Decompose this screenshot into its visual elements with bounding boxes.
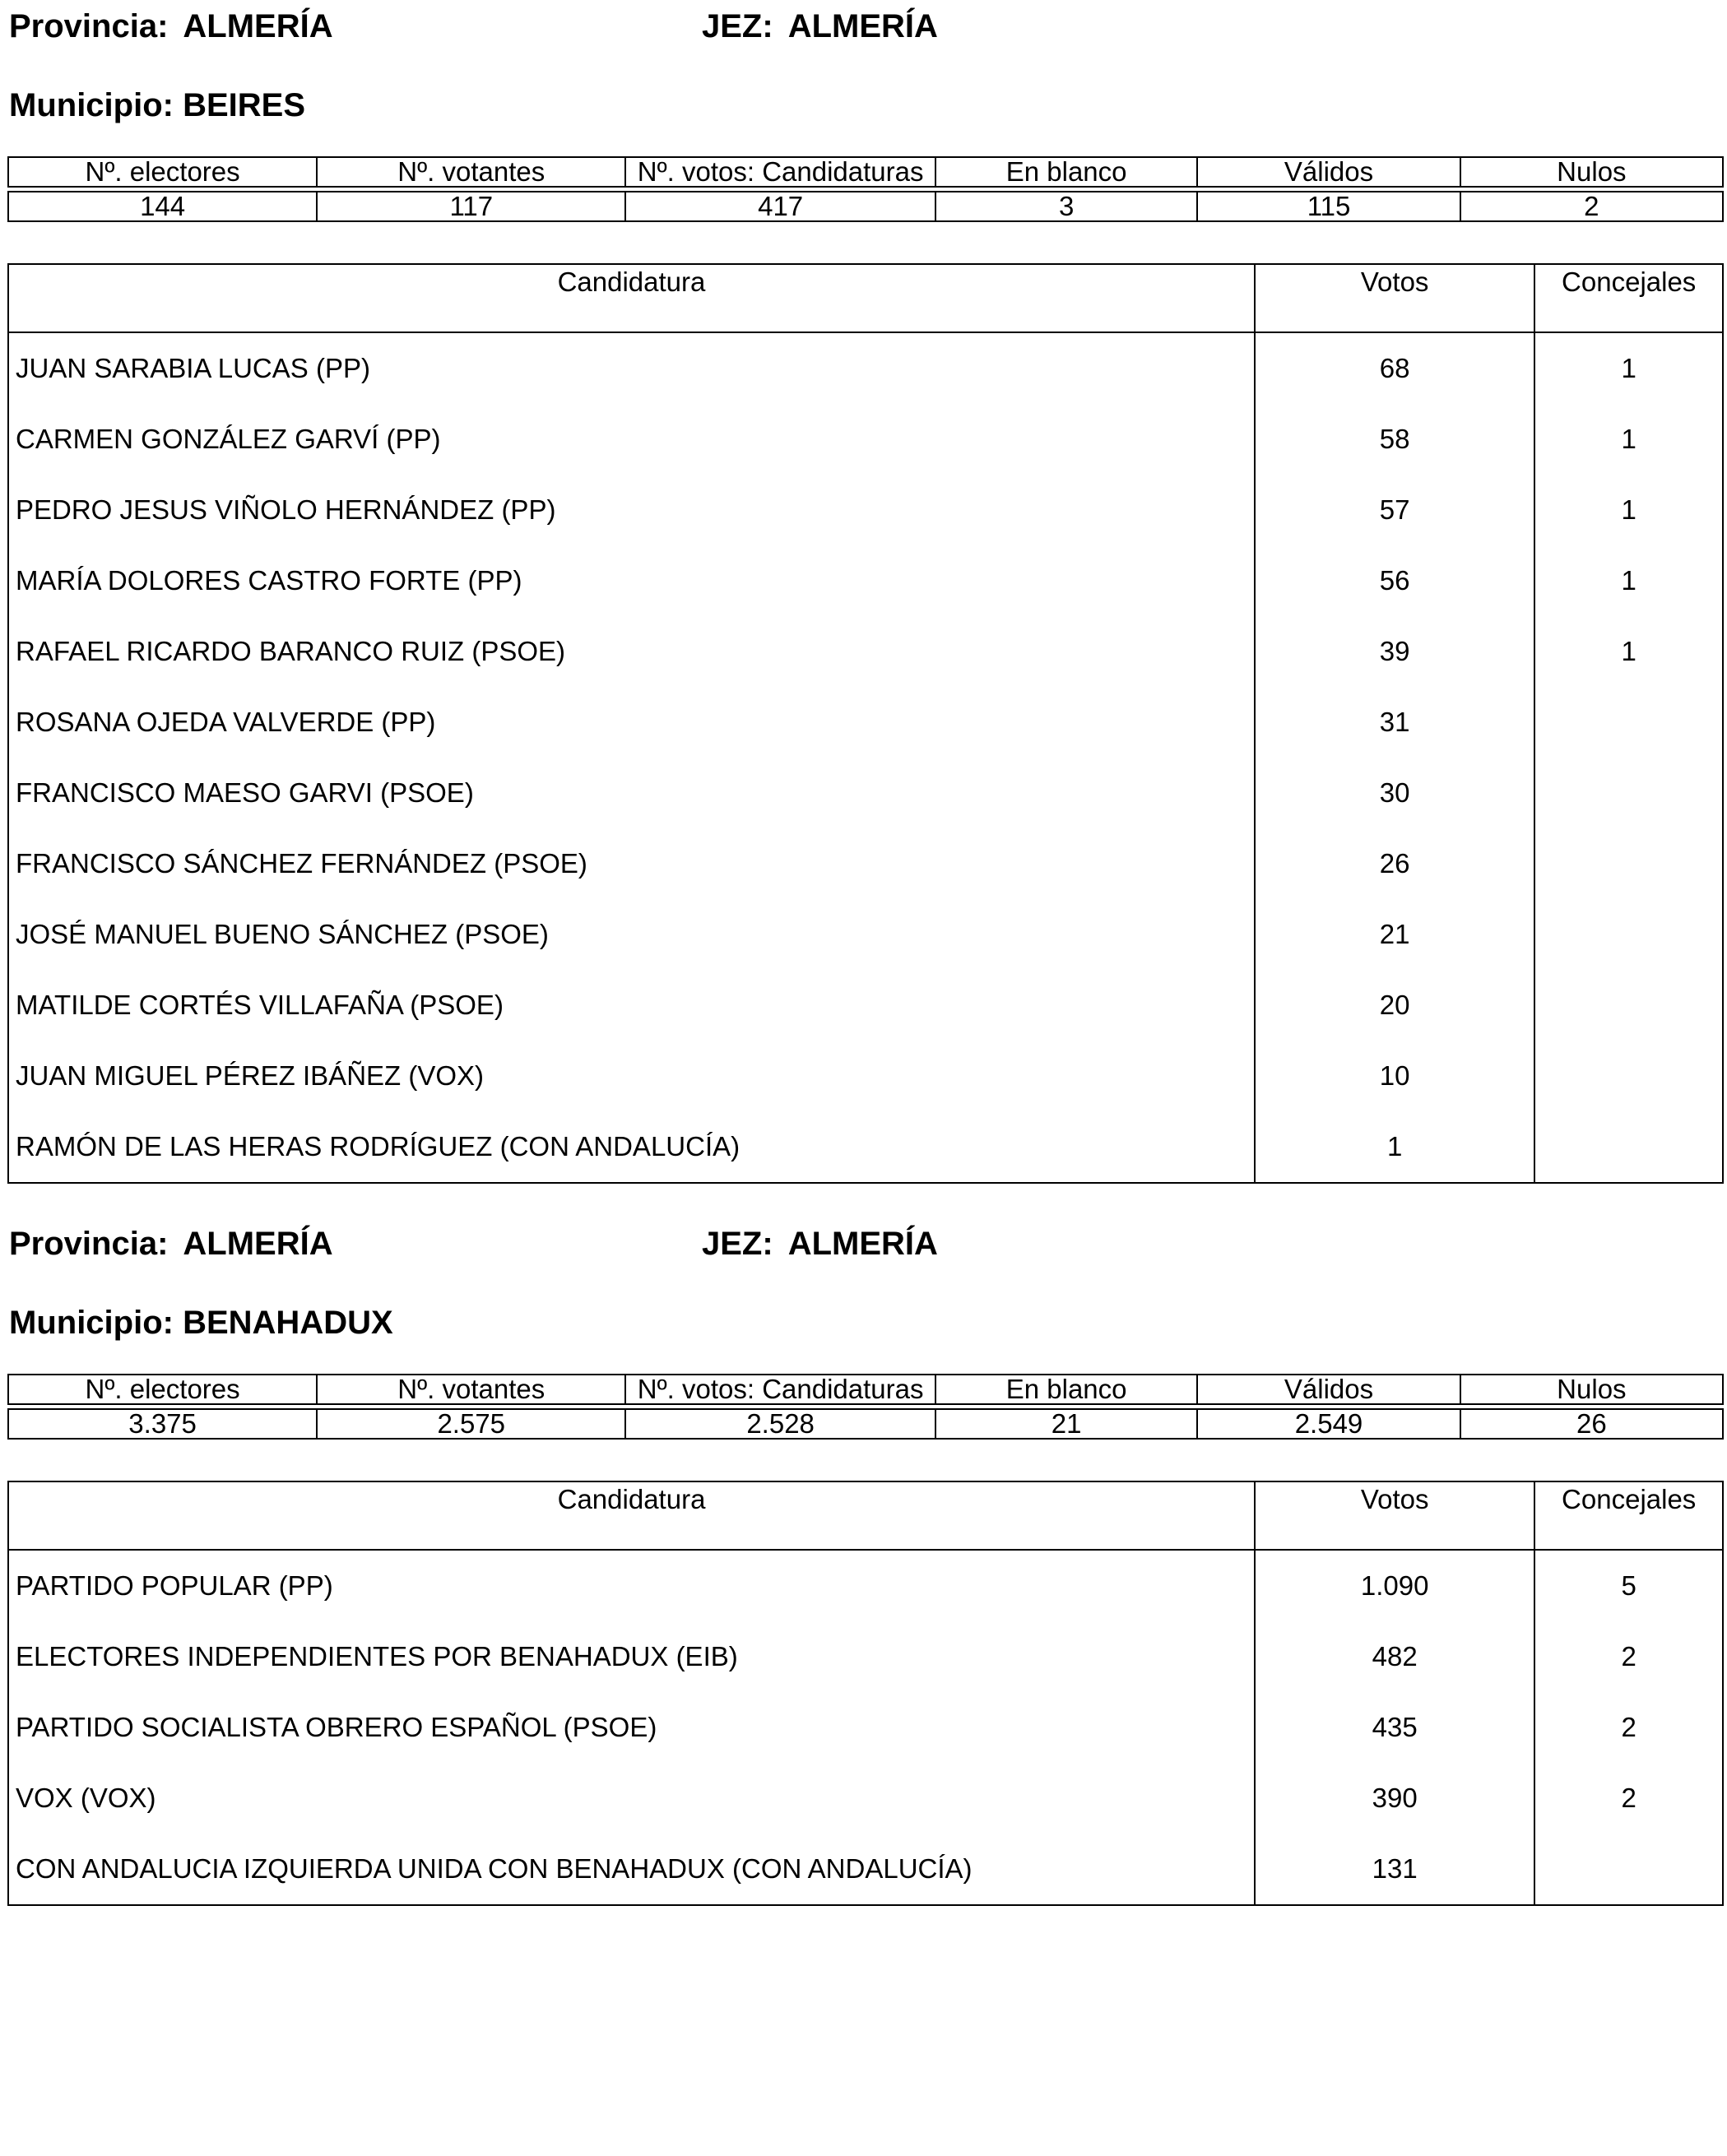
stats-header-row xyxy=(8,1375,1723,1404)
candidate-concejales xyxy=(1534,899,1723,970)
stats-value-validos: 115 xyxy=(1197,192,1460,221)
candidate-row xyxy=(8,1834,1723,1905)
stats-header-cell: Válidos xyxy=(1197,157,1460,187)
municipio-value: BENAHADUX xyxy=(183,1305,393,1341)
candidate-concejales xyxy=(1534,687,1723,758)
candidate-row xyxy=(8,828,1723,899)
candidates-header-row xyxy=(8,264,1723,332)
stats-value-blanco: 21 xyxy=(935,1409,1197,1439)
candidate-votos: 482 xyxy=(1255,1621,1534,1692)
candidate-name: JUAN SARABIA LUCAS (PP) xyxy=(8,332,1255,404)
candidate-votos: 1.090 xyxy=(1255,1550,1534,1621)
candidate-row xyxy=(8,545,1723,616)
candidate-concejales: 2 xyxy=(1534,1763,1723,1834)
candidate-votos: 30 xyxy=(1255,758,1534,828)
stats-header-cell: Nº. votantes xyxy=(317,1375,625,1404)
candidate-row xyxy=(8,332,1723,404)
provincia-value: ALMERÍA xyxy=(183,1226,333,1262)
provincia-heading xyxy=(9,1224,333,1263)
candidate-row xyxy=(8,970,1723,1041)
jez-value: ALMERÍA xyxy=(787,8,938,44)
stats-header-cell: Nulos xyxy=(1460,157,1723,187)
stats-header-cell: Nº. votos: Candidaturas xyxy=(625,1375,935,1404)
candidate-name: ROSANA OJEDA VALVERDE (PP) xyxy=(8,687,1255,758)
municipio-heading xyxy=(9,1303,393,1342)
stats-value-nulos: 26 xyxy=(1460,1409,1723,1439)
candidate-name: FRANCISCO MAESO GARVI (PSOE) xyxy=(8,758,1255,828)
candidate-row xyxy=(8,899,1723,970)
stats-header-cell: Nº. electores xyxy=(8,157,317,187)
municipio-label: Municipio: xyxy=(9,87,174,123)
candidate-concejales xyxy=(1534,1111,1723,1183)
candidate-concejales: 2 xyxy=(1534,1621,1723,1692)
candidate-name: RAMÓN DE LAS HERAS RODRÍGUEZ (CON ANDALUCÍA) xyxy=(8,1111,1255,1183)
stats-value-electores: 3.375 xyxy=(8,1409,317,1439)
candidates-table xyxy=(7,263,1724,1184)
stats-value-row xyxy=(8,1409,1723,1439)
candidate-votos: 68 xyxy=(1255,332,1534,404)
candidatura-header: Candidatura xyxy=(8,1481,1255,1550)
candidate-name: PARTIDO SOCIALISTA OBRERO ESPAÑOL (PSOE) xyxy=(8,1692,1255,1763)
candidate-votos: 39 xyxy=(1255,616,1534,687)
concejales-header: Concejales xyxy=(1534,1481,1723,1550)
stats-value-nulos: 2 xyxy=(1460,192,1723,221)
candidate-concejales: 1 xyxy=(1534,616,1723,687)
candidate-votos: 58 xyxy=(1255,404,1534,475)
candidate-row xyxy=(8,475,1723,545)
candidate-name: ELECTORES INDEPENDIENTES POR BENAHADUX (EIB) xyxy=(8,1621,1255,1692)
candidate-row xyxy=(8,758,1723,828)
candidate-name: JOSÉ MANUEL BUENO SÁNCHEZ (PSOE) xyxy=(8,899,1255,970)
stats-header-cell: Nulos xyxy=(1460,1375,1723,1404)
candidate-votos: 21 xyxy=(1255,899,1534,970)
candidate-votos: 26 xyxy=(1255,828,1534,899)
candidate-concejales xyxy=(1534,828,1723,899)
candidate-concejales xyxy=(1534,1834,1723,1905)
candidate-votos: 131 xyxy=(1255,1834,1534,1905)
stats-value-blanco: 3 xyxy=(935,192,1197,221)
candidate-name: CARMEN GONZÁLEZ GARVÍ (PP) xyxy=(8,404,1255,475)
candidate-votos: 390 xyxy=(1255,1763,1534,1834)
candidate-votos: 435 xyxy=(1255,1692,1534,1763)
candidate-concejales: 1 xyxy=(1534,475,1723,545)
candidate-concejales xyxy=(1534,1041,1723,1111)
candidate-votos: 31 xyxy=(1255,687,1534,758)
provincia-label: Provincia: xyxy=(9,1226,169,1262)
candidate-votos: 1 xyxy=(1255,1111,1534,1183)
votos-header: Votos xyxy=(1255,264,1534,332)
candidate-row xyxy=(8,1041,1723,1111)
stats-header-cell: Nº. electores xyxy=(8,1375,317,1404)
provincia-label: Provincia: xyxy=(9,8,169,44)
stats-value-candidaturas: 2.528 xyxy=(625,1409,935,1439)
concejales-header: Concejales xyxy=(1534,264,1723,332)
candidate-concejales xyxy=(1534,970,1723,1041)
stats-value-electores: 144 xyxy=(8,192,317,221)
votos-header: Votos xyxy=(1255,1481,1534,1550)
provincia-heading xyxy=(9,7,333,46)
municipio-value: BEIRES xyxy=(183,87,306,123)
stats-header-cell: Nº. votos: Candidaturas xyxy=(625,157,935,187)
candidate-votos: 20 xyxy=(1255,970,1534,1041)
candidate-name: VOX (VOX) xyxy=(8,1763,1255,1834)
candidate-concejales: 2 xyxy=(1534,1692,1723,1763)
candidate-row xyxy=(8,1111,1723,1183)
jez-value: ALMERÍA xyxy=(787,1226,938,1262)
stats-header-cell: Nº. votantes xyxy=(317,157,625,187)
candidate-name: FRANCISCO SÁNCHEZ FERNÁNDEZ (PSOE) xyxy=(8,828,1255,899)
candidate-concejales: 1 xyxy=(1534,404,1723,475)
jez-label: JEZ: xyxy=(702,8,773,44)
stats-header-cell: En blanco xyxy=(935,1375,1197,1404)
candidates-header-row xyxy=(8,1481,1723,1550)
stats-header-row xyxy=(8,157,1723,187)
stats-value-votantes: 117 xyxy=(317,192,625,221)
candidate-votos: 56 xyxy=(1255,545,1534,616)
stats-table xyxy=(7,1374,1724,1440)
candidate-concejales: 1 xyxy=(1534,332,1723,404)
candidate-concejales: 5 xyxy=(1534,1550,1723,1621)
candidate-concejales xyxy=(1534,758,1723,828)
municipio-heading xyxy=(9,86,305,125)
candidate-row xyxy=(8,1550,1723,1621)
candidate-row xyxy=(8,404,1723,475)
jez-heading xyxy=(702,1224,938,1263)
municipio-label: Municipio: xyxy=(9,1305,174,1341)
stats-value-validos: 2.549 xyxy=(1197,1409,1460,1439)
stats-table xyxy=(7,156,1724,222)
candidate-name: JUAN MIGUEL PÉREZ IBÁÑEZ (VOX) xyxy=(8,1041,1255,1111)
candidate-name: MARÍA DOLORES CASTRO FORTE (PP) xyxy=(8,545,1255,616)
stats-value-candidaturas: 417 xyxy=(625,192,935,221)
candidate-votos: 57 xyxy=(1255,475,1534,545)
stats-header-cell: En blanco xyxy=(935,157,1197,187)
candidate-votos: 10 xyxy=(1255,1041,1534,1111)
candidate-row xyxy=(8,616,1723,687)
candidate-name: CON ANDALUCIA IZQUIERDA UNIDA CON BENAHADUX (CON ANDALUCÍA) xyxy=(8,1834,1255,1905)
stats-header-cell: Válidos xyxy=(1197,1375,1460,1404)
candidate-row xyxy=(8,687,1723,758)
jez-label: JEZ: xyxy=(702,1226,773,1262)
candidate-row xyxy=(8,1763,1723,1834)
candidate-name: MATILDE CORTÉS VILLAFAÑA (PSOE) xyxy=(8,970,1255,1041)
provincia-value: ALMERÍA xyxy=(183,8,333,44)
candidate-name: PARTIDO POPULAR (PP) xyxy=(8,1550,1255,1621)
candidate-name: RAFAEL RICARDO BARANCO RUIZ (PSOE) xyxy=(8,616,1255,687)
candidatura-header: Candidatura xyxy=(8,264,1255,332)
jez-heading xyxy=(702,7,938,46)
candidate-row xyxy=(8,1692,1723,1763)
candidate-concejales: 1 xyxy=(1534,545,1723,616)
stats-value-row xyxy=(8,192,1723,221)
candidates-table xyxy=(7,1481,1724,1906)
candidate-name: PEDRO JESUS VIÑOLO HERNÁNDEZ (PP) xyxy=(8,475,1255,545)
stats-value-votantes: 2.575 xyxy=(317,1409,625,1439)
candidate-row xyxy=(8,1621,1723,1692)
